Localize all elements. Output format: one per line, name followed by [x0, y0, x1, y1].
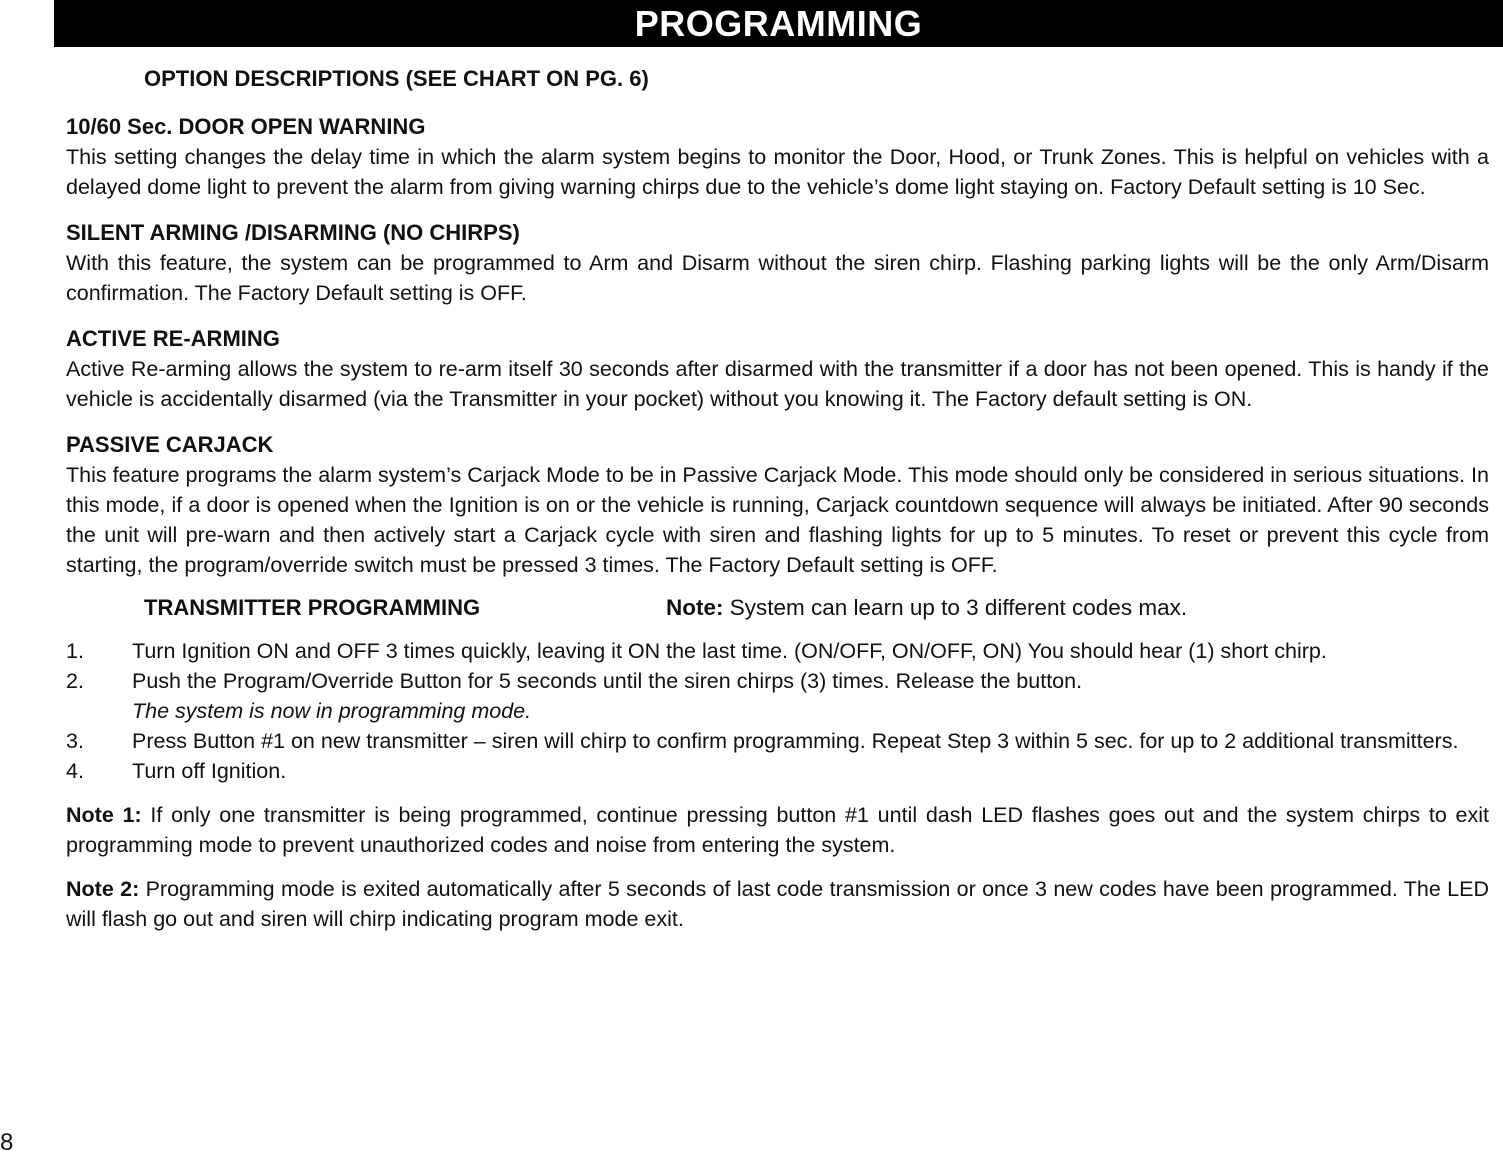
step-text: Turn off Ignition.	[132, 759, 287, 783]
section-door-open-warning	[66, 112, 1489, 202]
option-descriptions-heading: OPTION DESCRIPTIONS (SEE CHART ON PG. 6)	[144, 66, 649, 91]
programming-steps-list	[66, 636, 1489, 786]
note-label: Note:	[666, 595, 724, 620]
step-number: 1.	[66, 639, 84, 663]
note-label: Note 2:	[66, 877, 140, 901]
page-header-banner	[54, 0, 1503, 47]
section-title: ACTIVE RE-ARMING	[66, 326, 280, 351]
step-subtext: The system is now in programming mode.	[132, 699, 532, 723]
page-title: PROGRAMMING	[634, 3, 923, 44]
transmitter-programming-heading: TRANSMITTER PROGRAMMING	[144, 595, 481, 620]
section-body: This setting changes the delay time in which the alarm system begins to monitor the Door, Hood, or Trunk Zones. This is helpful on vehicles with a delayed dome light to prevent the alarm from giving warning chirps due to the vehicle’s dome light staying on. Factory Default setting is 10 Sec.	[66, 145, 1489, 199]
step-number: 3.	[66, 729, 84, 753]
note-text: Programming mode is exited automatically after 5 seconds of last code transmission or once 3 new codes have been programmed. The LED will flash go out and siren will chirp indicating program mode exit.	[66, 877, 1490, 931]
page-content	[66, 62, 1489, 934]
section-passive-carjack	[66, 430, 1489, 580]
note-text: System can learn up to 3 different codes max.	[723, 595, 1188, 620]
note-1	[66, 800, 1489, 860]
section-silent-arming	[66, 218, 1489, 308]
section-active-re-arming	[66, 324, 1489, 414]
list-item	[66, 666, 1489, 726]
step-number: 4.	[66, 759, 84, 783]
page-number: 8	[0, 1129, 14, 1156]
list-item	[66, 726, 1489, 756]
note-2	[66, 874, 1489, 934]
transmitter-capacity-note	[666, 590, 1187, 626]
section-body: Active Re-arming allows the system to re-arm itself 30 seconds after disarmed with the transmitter if a door has not been opened. This is handy if the vehicle is accidentally disarmed (via the Transmitter in your pocket) without you knowing it. The Factory default setting is ON.	[66, 357, 1489, 411]
list-item	[66, 756, 1489, 786]
section-title: 10/60 Sec. DOOR OPEN WARNING	[66, 114, 426, 139]
section-body: With this feature, the system can be programmed to Arm and Disarm without the siren chirp. Flashing parking lights will be the only Arm/Disarm confirmation. The Factory Default setting is OFF.	[66, 251, 1489, 305]
section-title: PASSIVE CARJACK	[66, 432, 274, 457]
transmitter-programming-header	[66, 590, 1489, 626]
section-title: SILENT ARMING /DISARMING (NO CHIRPS)	[66, 220, 520, 245]
step-text: Turn Ignition ON and OFF 3 times quickly, leaving it ON the last time. (ON/OFF, ON/OFF, ON) You should hear (1) short chirp.	[132, 639, 1327, 663]
step-number: 2.	[66, 669, 84, 693]
step-text: Push the Program/Override Button for 5 seconds until the siren chirps (3) times. Release the button.	[132, 669, 1083, 693]
list-item	[66, 636, 1489, 666]
step-text: Press Button #1 on new transmitter – siren will chirp to confirm programming. Repeat Step 3 within 5 sec. for up to 2 additional transmitters.	[132, 729, 1459, 753]
note-label: Note 1:	[66, 803, 142, 827]
section-body: This feature programs the alarm system’s Carjack Mode to be in Passive Carjack Mode. This mode should only be considered in serious situations. In this mode, if a door is opened when the Ignition is on or the vehicle is running, Carjack countdown sequence will always be initiated. After 90 seconds the unit will pre-warn and then actively start a Carjack cycle with siren and flashing lights for up to 5 minutes. To reset or prevent this cycle from starting, the program/override switch must be pressed 3 times. The Factory Default setting is OFF.	[66, 463, 1489, 577]
note-text: If only one transmitter is being programmed, continue pressing button #1 until dash LED flashes goes out and the system chirps to exit programming mode to prevent unauthorized codes and noise from entering the system.	[66, 803, 1489, 857]
